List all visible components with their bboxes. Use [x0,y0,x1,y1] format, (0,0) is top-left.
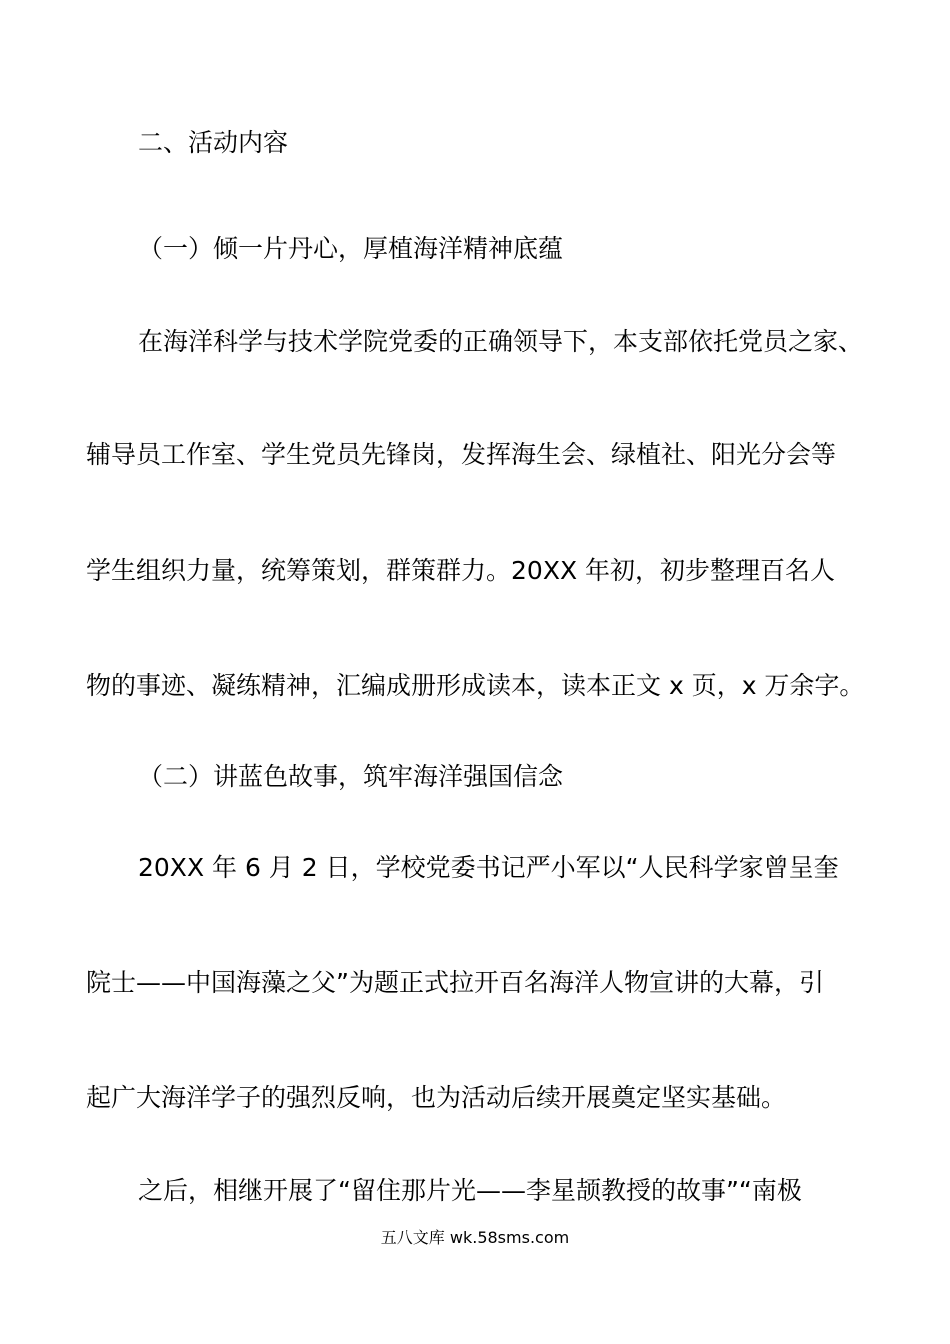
paragraph-line: 学生组织力量，统筹策划，群策群力。20XX 年初，初步整理百名人 [86,556,836,585]
subsection-title-1: （一）倾一片丹心，厚植海洋精神底蕴 [138,234,564,263]
paragraph-line: 在海洋科学与技术学院党委的正确领导下，本支部依托党员之家、 [138,327,864,356]
paragraph-line: 院士——中国海藻之父”为题正式拉开百名海洋人物宣讲的大幕，引 [86,968,824,997]
section-heading: 二、活动内容 [138,128,289,157]
subsection-title-2: （二）讲蓝色故事，筑牢海洋强国信念 [138,762,564,791]
paragraph-line: 起广大海洋学子的强烈反响，也为活动后续开展奠定坚实基础。 [86,1083,787,1112]
paragraph-line: 辅导员工作室、学生党员先锋岗，发挥海生会、绿植社、阳光分会等 [86,440,837,469]
page-footer-watermark: 五八文库 wk.58sms.com [380,1228,570,1247]
paragraph-line: 物的事迹、凝练精神，汇编成册形成读本，读本正文 x 页，x 万余字。 [86,671,865,700]
paragraph-line: 20XX 年 6 月 2 日，学校党委书记严小军以“人民科学家曾呈奎 [138,853,839,882]
paragraph-line: 之后，相继开展了“留住那片光——李星颉教授的故事”“南极 [138,1176,802,1205]
